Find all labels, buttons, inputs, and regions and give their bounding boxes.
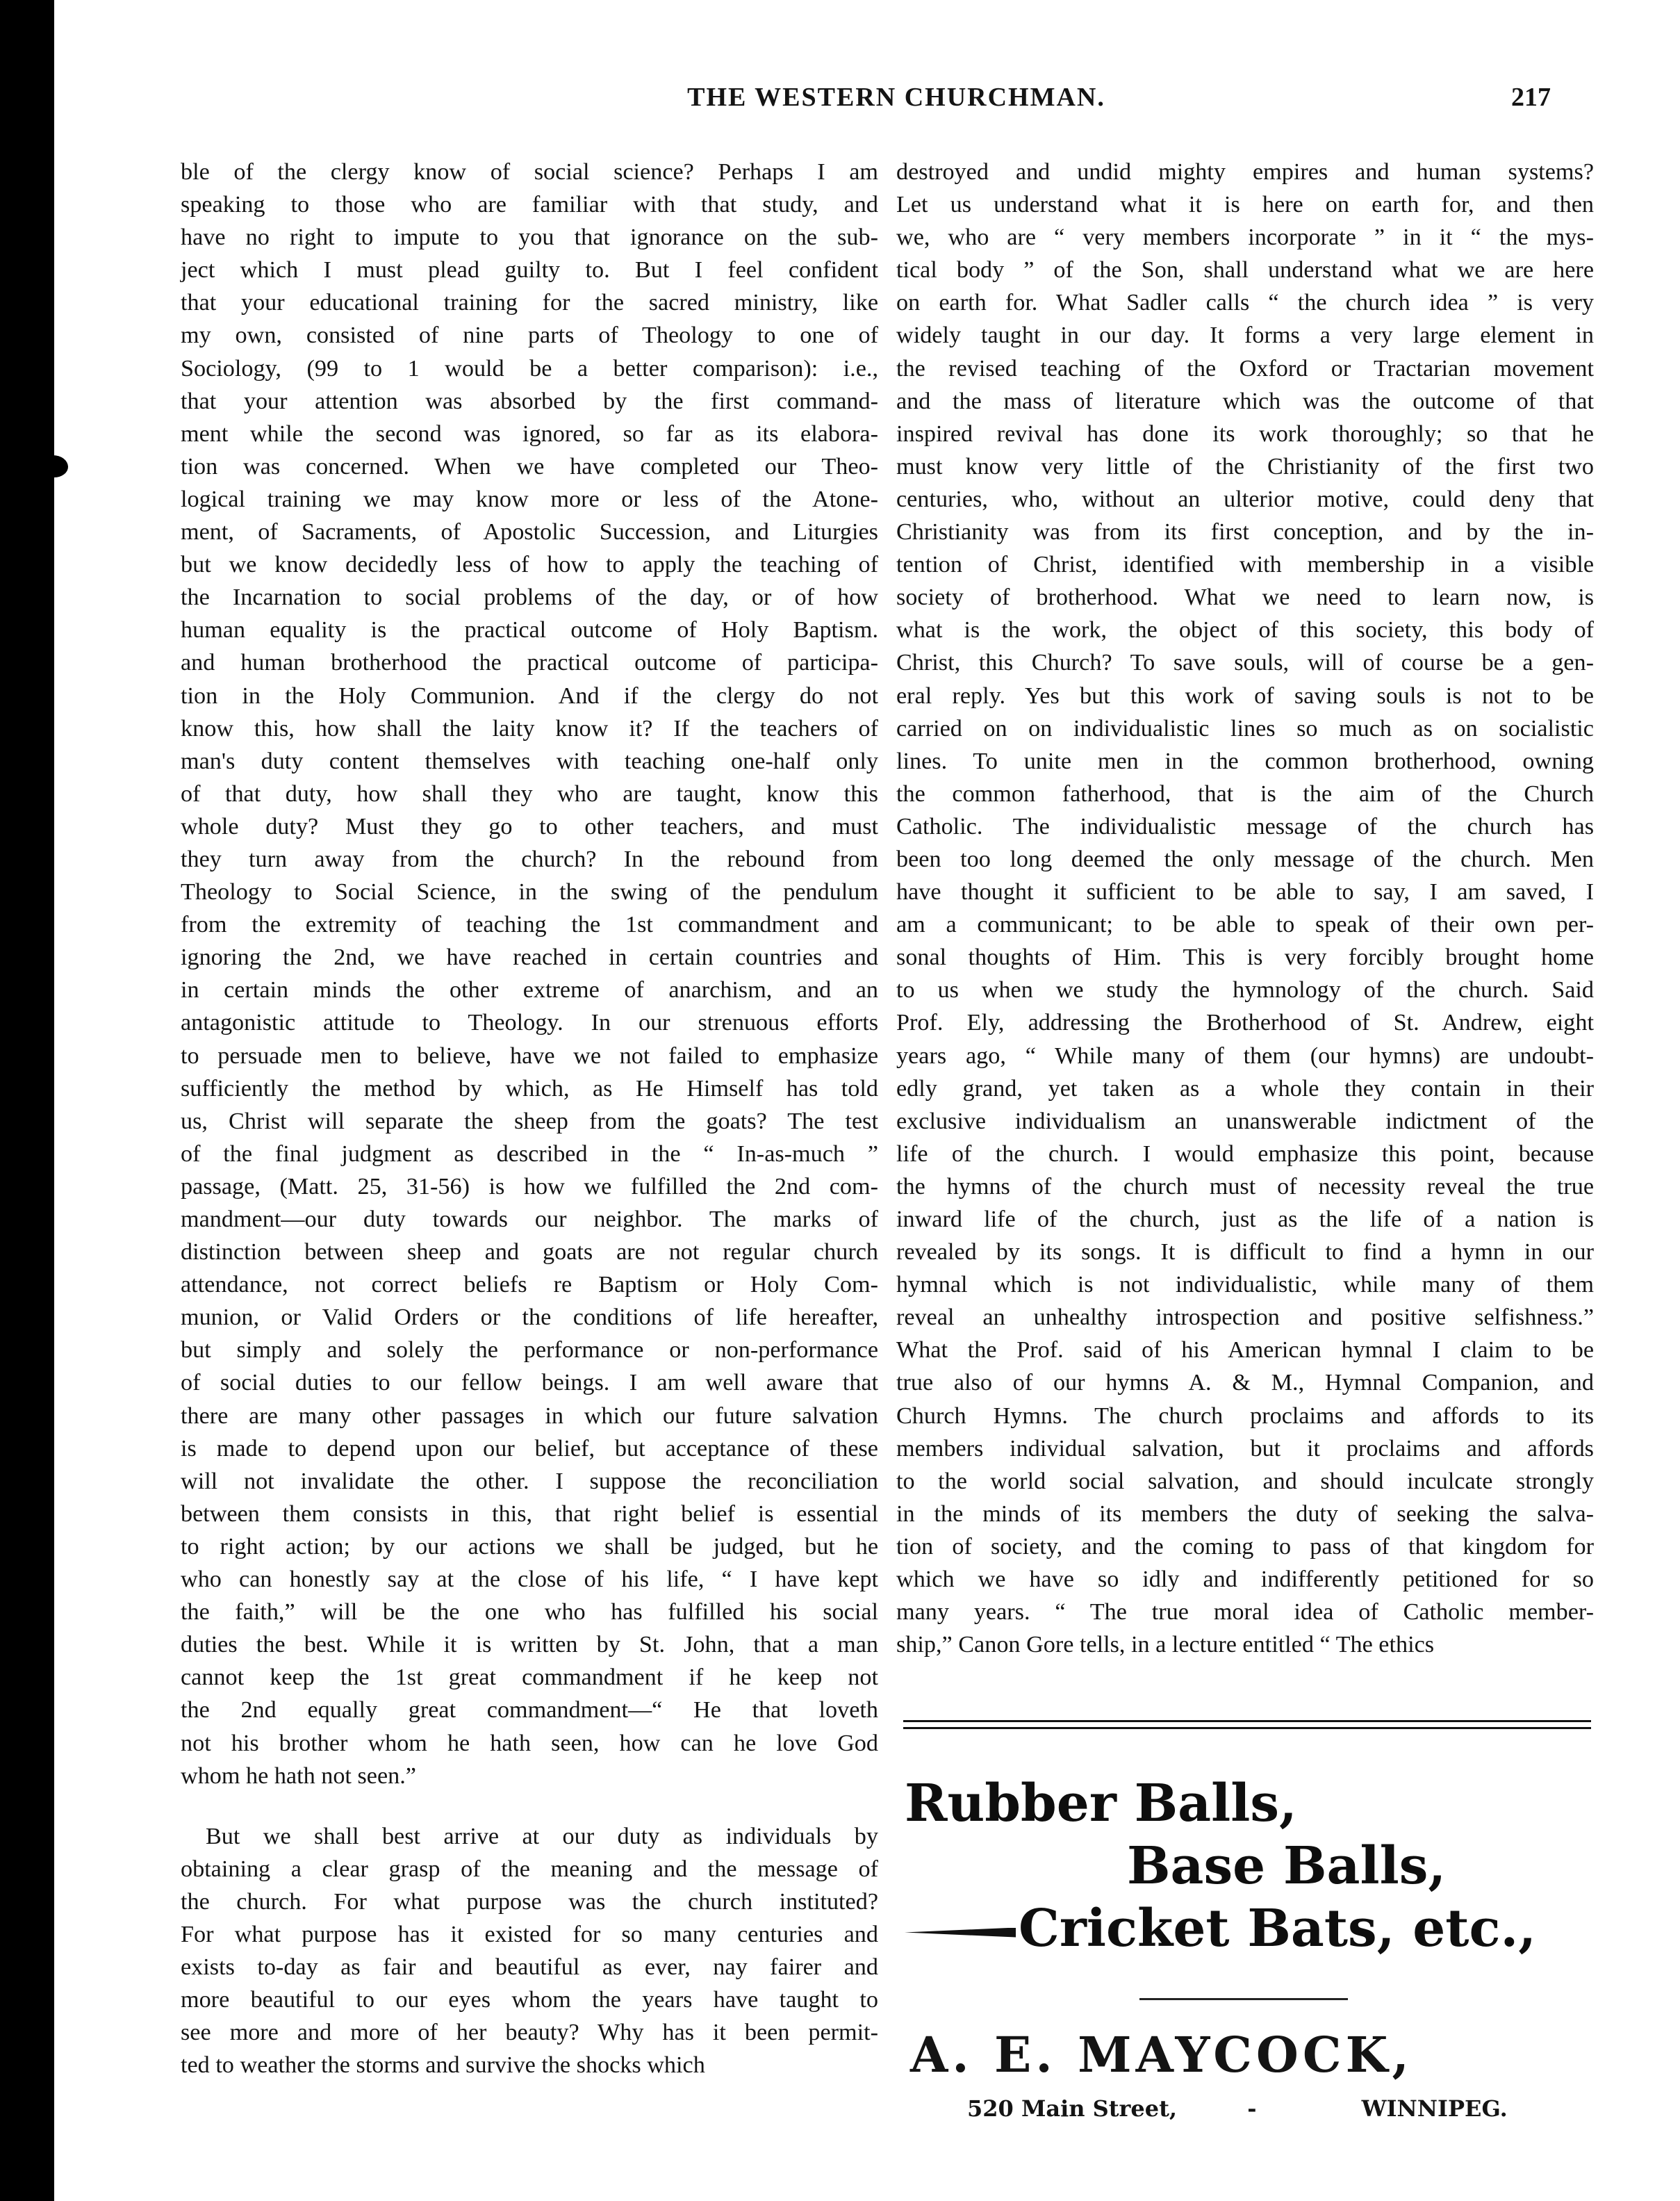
text-line: attendance, not correct beliefs re Baptism or Holy Com-	[181, 1272, 878, 1298]
text-line: whom he hath not seen.”	[181, 1762, 416, 1789]
text-line: life of the church. I would emphasize this point, because	[896, 1140, 1594, 1167]
text-line: obtaining a clear grasp of the meaning and the message of	[181, 1856, 878, 1882]
page-number: 217	[1511, 83, 1551, 112]
text-line: from the extremity of teaching the 1st commandment and	[181, 912, 878, 938]
text-line: ble of the clergy know of social science? Perhaps I am	[181, 159, 878, 185]
text-line: ment, of Sacraments, of Apostolic Succession, and Liturgies	[181, 519, 878, 546]
text-line: been too long deemed the only message of the church. Men	[896, 846, 1594, 872]
text-line: Church Hymns. The church proclaims and affords to its	[896, 1402, 1594, 1429]
pointer-arrow-icon	[905, 1928, 1016, 1938]
text-line: For what purpose has it existed for so many centuries and	[181, 1921, 878, 1947]
text-line: between them consists in this, that right belief is essential	[181, 1500, 878, 1527]
text-line: distinction between sheep and goats are not regular church	[181, 1239, 878, 1266]
text-line: whole duty? Must they go to other teachers, and must	[181, 813, 878, 840]
text-line: munion, or Valid Orders or the conditions of life hereafter,	[181, 1304, 878, 1331]
text-line: human equality is the practical outcome of Holy Baptism.	[181, 617, 878, 644]
text-line: and the mass of literature which was the outcome of that	[896, 388, 1594, 414]
text-line: lines. To unite men in the common brotherhood, owning	[896, 748, 1594, 774]
text-line: the common fatherhood, that is the aim of the Church	[896, 780, 1594, 807]
text-line: centuries, who, without an ulterior motive, could deny that	[896, 486, 1594, 512]
text-line: they turn away from the church? In the rebound from	[181, 846, 878, 872]
text-line: but simply and solely the performance or non-performance	[181, 1337, 878, 1364]
text-line: true also of our hymns A. & M., Hymnal Companion, and	[896, 1370, 1594, 1396]
text-line: of the final judgment as described in the “ In-as-much ”	[181, 1140, 878, 1167]
running-header	[625, 82, 1598, 124]
text-line: speaking to those who are familiar with that study, and	[181, 192, 878, 218]
text-line: revealed by its songs. It is difficult to find a hymn in our	[896, 1239, 1594, 1266]
text-line: see more and more of her beauty? Why has it been permit-	[181, 2020, 878, 2046]
text-line: Prof. Ely, addressing the Brotherhood of St. Andrew, eight	[896, 1010, 1594, 1036]
text-line: ject which I must plead guilty to. But I feel confident	[181, 257, 878, 284]
text-line: years ago, “ While many of them (our hymns) are undoubt-	[896, 1042, 1594, 1069]
text-line: many years. “ The true moral idea of Catholic member-	[896, 1599, 1594, 1626]
text-line: who can honestly say at the close of his life, “ I have kept	[181, 1566, 878, 1593]
text-line: Christ, this Church? To save souls, will of course be a gen-	[896, 650, 1594, 676]
text-line: that your attention was absorbed by the first command-	[181, 388, 878, 414]
text-line: in certain minds the other extreme of anarchism, and an	[181, 977, 878, 1004]
text-line: is made to depend upon our belief, but acceptance of these	[181, 1435, 878, 1462]
ad-address	[967, 2095, 1592, 2122]
text-line: the 2nd equally great commandment—“ He that loveth	[181, 1697, 878, 1724]
text-line: tion in the Holy Communion. And if the clergy do not	[181, 682, 878, 709]
text-line: and human brotherhood the practical outcome of participa-	[181, 650, 878, 676]
text-line: us, Christ will separate the sheep from the goats? The test	[181, 1108, 878, 1134]
text-line: on earth for. What Sadler calls “ the church idea ” is very	[896, 290, 1594, 316]
text-line: of that duty, how shall they who are taught, know this	[181, 780, 878, 807]
text-line: what is the work, the object of this society, this body of	[896, 617, 1594, 644]
text-line: the faith,” will be the one who has fulfilled his social	[181, 1599, 878, 1626]
right-text-column	[896, 156, 1594, 1661]
ad-line-cricket-bats	[905, 1901, 1536, 1956]
text-line: to us when we study the hymnology of the church. Said	[896, 977, 1594, 1004]
ad-address-dash: -	[1247, 2095, 1257, 2122]
text-line: have thought it sufficient to be able to say, I am saved, I	[896, 879, 1594, 906]
text-line: logical training we may know more or less of the Atone-	[181, 486, 878, 512]
text-line: Let us understand what it is here on earth for, and then	[896, 192, 1594, 218]
text-line: exists to-day as fair and beautiful as ever, nay fairer and	[181, 1954, 878, 1981]
text-line: But we shall best arrive at our duty as individuals by	[206, 1823, 878, 1849]
text-line: destroyed and undid mighty empires and human systems?	[896, 159, 1594, 185]
text-line: tion of society, and the coming to pass of that kingdom for	[896, 1533, 1594, 1560]
text-line: carried on on individualistic lines so much as on socialistic	[896, 715, 1594, 742]
ad-cricket-text: Cricket Bats, etc.,	[1019, 1899, 1537, 1958]
text-line: widely taught in our day. It forms a very large element in	[896, 322, 1594, 349]
text-line: reveal an unhealthy introspection and positive selfishness.”	[896, 1304, 1594, 1331]
ad-line-rubber-balls: Rubber Balls,	[905, 1774, 1297, 1833]
text-line: society of brotherhood. What we need to learn now, is	[896, 584, 1594, 611]
text-line: inward life of the church, just as the life of a nation is	[896, 1206, 1594, 1232]
ad-divider-rule	[1139, 1998, 1348, 2000]
text-line: Christianity was from its first conception, and by the in-	[896, 519, 1594, 546]
ad-line-base-balls: Base Balls,	[1127, 1836, 1447, 1896]
text-line: cannot keep the 1st great commandment if he keep not	[181, 1664, 878, 1691]
text-line: edly grand, yet taken as a whole they contain in their	[896, 1075, 1594, 1102]
left-text-column	[181, 156, 878, 2081]
text-line: tention of Christ, identified with membership in a visible	[896, 552, 1594, 578]
text-line: passage, (Matt. 25, 31-56) is how we fulfilled the 2nd com-	[181, 1173, 878, 1200]
text-line: the hymns of the church must of necessity reveal the true	[896, 1173, 1594, 1200]
text-line: not his brother whom he hath seen, how can he love God	[181, 1730, 878, 1756]
text-line: tion was concerned. When we have completed our Theo-	[181, 453, 878, 480]
text-line: ship,” Canon Gore tells, in a lecture entitled “ The ethics	[896, 1632, 1435, 1658]
text-line: we, who are “ very members incorporate ” in it “ the mys-	[896, 224, 1594, 251]
text-line: in the minds of its members the duty of seeking the salva-	[896, 1500, 1594, 1527]
text-line: the church. For what purpose was the church instituted?	[181, 1888, 878, 1915]
journal-title: THE WESTERN CHURCHMAN.	[687, 83, 1105, 112]
text-line: Catholic. The individualistic message of the church has	[896, 813, 1594, 840]
text-line: my own, consisted of nine parts of Theology to one of	[181, 322, 878, 349]
text-line: hymnal which is not individualistic, while many of them	[896, 1272, 1594, 1298]
text-line: antagonistic attitude to Theology. In our strenuous efforts	[181, 1010, 878, 1036]
text-line: sufficiently the method by which, as He Himself has told	[181, 1075, 878, 1102]
text-line: will not invalidate the other. I suppose the reconciliation	[181, 1468, 878, 1494]
text-line: ment while the second was ignored, so far as its elabora-	[181, 420, 878, 447]
ad-top-rule-double	[903, 1727, 1591, 1729]
text-line: more beautiful to our eyes whom the years have taught to	[181, 1987, 878, 2013]
text-line: sonal thoughts of Him. This is very forcibly brought home	[896, 944, 1594, 971]
text-line: ignoring the 2nd, we have reached in certain countries and	[181, 944, 878, 971]
text-line: members individual salvation, but it proclaims and affords	[896, 1435, 1594, 1462]
advertisement	[903, 1720, 1598, 2122]
text-line: What the Prof. said of his American hymnal I claim to be	[896, 1337, 1594, 1364]
text-line: to persuade men to believe, have we not failed to emphasize	[181, 1042, 878, 1069]
text-line: exclusive individualism an unanswerable indictment of the	[896, 1108, 1594, 1134]
text-line: duties the best. While it is written by St. John, that a man	[181, 1632, 878, 1658]
text-line: of social duties to our fellow beings. I am well aware that	[181, 1370, 878, 1396]
text-line: eral reply. Yes but this work of saving souls is not to be	[896, 682, 1594, 709]
text-line: to the world social salvation, and should inculcate strongly	[896, 1468, 1594, 1494]
text-line: which we have so idly and indifferently petitioned for so	[896, 1566, 1594, 1593]
text-line: the Incarnation to social problems of the day, or of how	[181, 584, 878, 611]
ad-top-rule	[903, 1720, 1591, 1722]
text-line: that your educational training for the sacred ministry, like	[181, 290, 878, 316]
text-line: the revised teaching of the Oxford or Tractarian movement	[896, 355, 1594, 382]
text-line: Theology to Social Science, in the swing of the pendulum	[181, 879, 878, 906]
text-line: must know very little of the Christianity of the first two	[896, 453, 1594, 480]
text-line: there are many other passages in which our future salvation	[181, 1402, 878, 1429]
page-binding-edge	[0, 0, 54, 2201]
text-line: am a communicant; to be able to speak of their own per-	[896, 912, 1594, 938]
text-line: tical body ” of the Son, shall understand what we are here	[896, 257, 1594, 284]
text-line: but we know decidedly less of how to apply the teaching of	[181, 552, 878, 578]
ad-address-city: WINNIPEG.	[1361, 2095, 1508, 2122]
binding-ink-blot	[39, 455, 68, 477]
text-line: inspired revival has done its work thoroughly; so that he	[896, 420, 1594, 447]
text-line: to right action; by our actions we shall be judged, but he	[181, 1533, 878, 1560]
ad-business-name: A. E. MAYCOCK,	[910, 2026, 1413, 2084]
text-line: have no right to impute to you that ignorance on the sub-	[181, 224, 878, 251]
text-line: ted to weather the storms and survive the shocks which	[181, 2052, 705, 2079]
text-line: mandment—our duty towards our neighbor. The marks of	[181, 1206, 878, 1232]
text-line: man's duty content themselves with teaching one-half only	[181, 748, 878, 774]
text-line: Sociology, (99 to 1 would be a better comparison): i.e.,	[181, 355, 878, 382]
ad-address-street: 520 Main Street,	[967, 2095, 1178, 2122]
text-line: know this, how shall the laity know it? If the teachers of	[181, 715, 878, 742]
